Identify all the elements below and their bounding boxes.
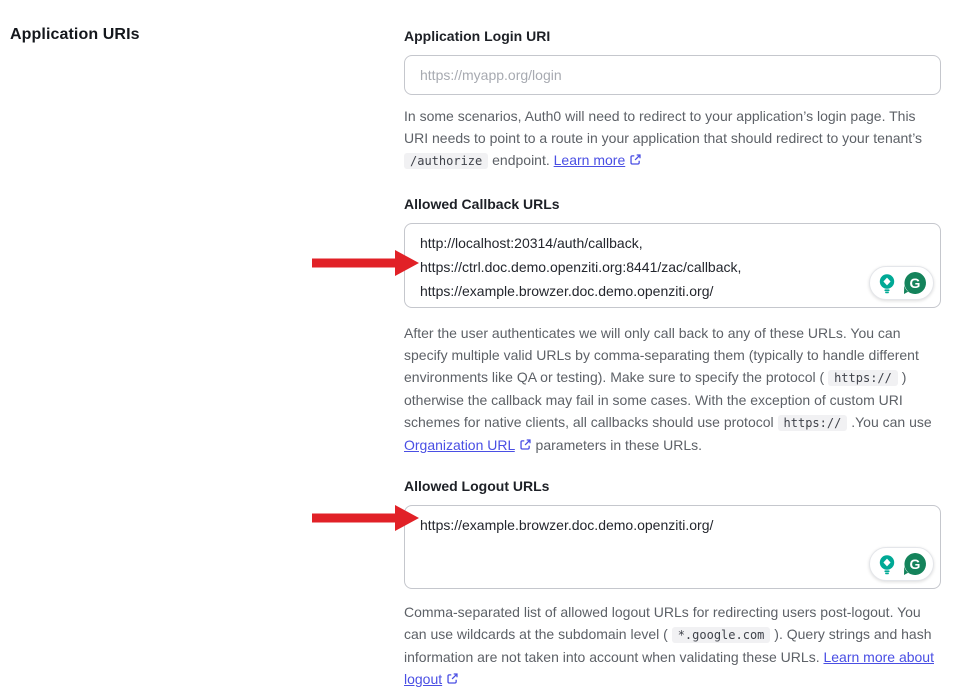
code-chip-authorize: /authorize — [404, 153, 488, 169]
logout-urls-field — [404, 505, 941, 589]
help-text-segment: In some scenarios, Auth0 will need to redirect to your application’s login page. This URI needs to point to a route in your application that should redirect to your tenant’s — [404, 108, 923, 146]
callback-urls-textarea[interactable] — [405, 224, 940, 307]
code-chip-wildcard: *.google.com — [672, 627, 771, 643]
application-uris-form — [404, 28, 941, 690]
svg-text:G: G — [909, 556, 921, 572]
logout-urls-help-text — [404, 601, 941, 690]
callback-urls-help-text — [404, 322, 941, 456]
callback-urls-field — [404, 223, 941, 308]
help-text-segment: After the user authenticates we will only call back to any of these URLs. You can specify multiple valid URLs by comma-separating them (typically to handle different environments like QA or testing). Make sure to specify the protocol ( — [404, 325, 919, 385]
help-text-segment: endpoint. — [492, 152, 550, 168]
code-chip-https: https:// — [828, 370, 898, 386]
logout-urls-textarea[interactable] — [405, 506, 940, 588]
external-link-icon — [519, 434, 532, 456]
help-text-segment: parameters in these URLs. — [535, 437, 703, 453]
help-text-segment: ) otherwise the callback may fail in some cases. With the exception of custom URI schemes for native clients, all callbacks should use protocol — [404, 369, 907, 430]
login-uri-input[interactable] — [404, 55, 941, 95]
grammarly-suggestion-icon[interactable] — [875, 271, 899, 295]
help-text-segment: .You can use — [851, 414, 932, 430]
grammarly-logo-icon[interactable] — [902, 551, 928, 577]
help-text-segment: ). Query strings and hash information are not taken into account when validating these URLs. — [404, 626, 932, 665]
grammarly-logo-icon[interactable] — [902, 270, 928, 296]
learn-more-logout-link[interactable]: Learn more about logout — [404, 649, 934, 687]
logout-urls-label: Allowed Logout URLs — [404, 478, 550, 494]
external-link-icon — [446, 668, 459, 690]
login-uri-label: Application Login URI — [404, 28, 551, 44]
login-uri-help-text — [404, 105, 941, 172]
svg-text:G: G — [909, 275, 921, 291]
callback-urls-label: Allowed Callback URLs — [404, 196, 560, 212]
grammarly-extension-pill[interactable] — [869, 266, 934, 300]
grammarly-suggestion-icon[interactable] — [875, 552, 899, 576]
page-title: Application URIs — [10, 26, 140, 43]
grammarly-extension-pill[interactable] — [869, 547, 934, 581]
code-chip-https: https:// — [778, 415, 848, 431]
learn-more-link[interactable]: Learn more — [553, 152, 626, 168]
external-link-icon — [629, 149, 642, 171]
help-text-segment: Comma-separated list of allowed logout URLs for redirecting users post-logout. You can use wildcards at the subdomain level ( — [404, 604, 921, 642]
organization-url-link[interactable]: Organization URL — [404, 437, 515, 453]
